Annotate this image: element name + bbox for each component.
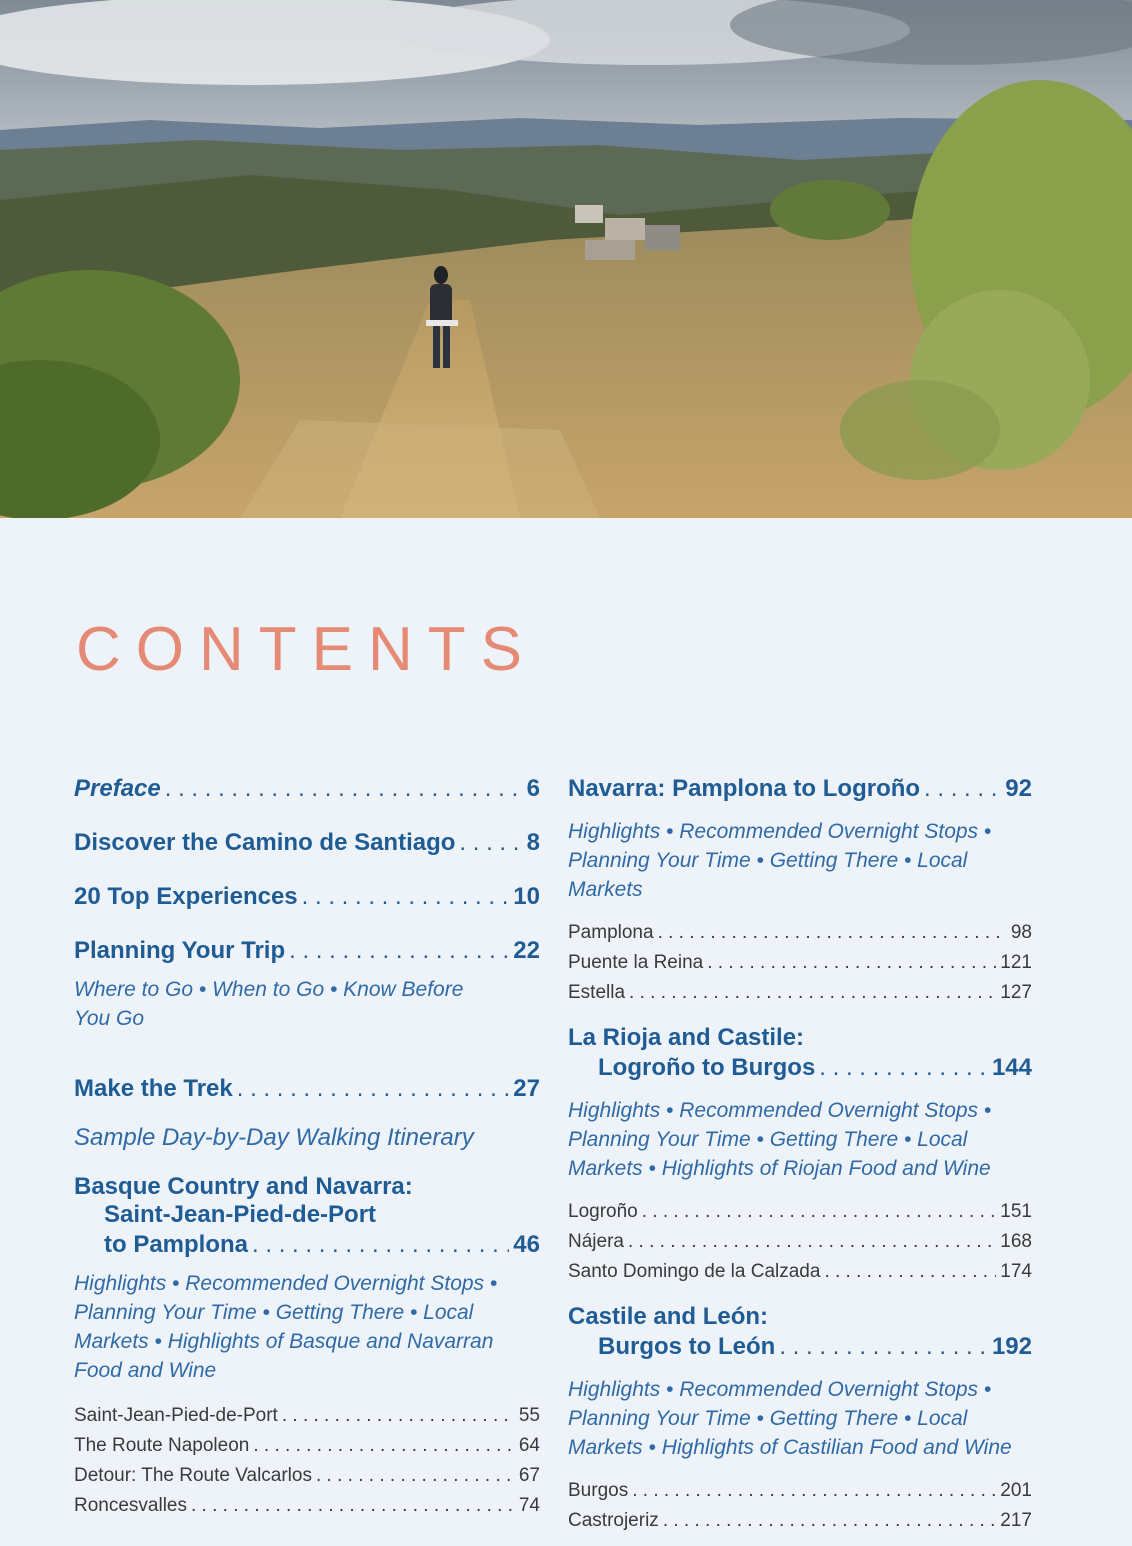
landscape-illustration (0, 0, 1132, 518)
dot-leader (663, 1506, 996, 1536)
dot-leader (302, 883, 510, 911)
chapter-title-line: to Pamplona (104, 1231, 249, 1258)
place-name: Logroño (568, 1201, 638, 1222)
dot-leader (252, 1231, 509, 1259)
place-name: Nájera (568, 1231, 624, 1252)
toc-place[interactable] (568, 918, 1032, 948)
place-page: 201 (1000, 1480, 1032, 1501)
dot-leader (191, 1491, 515, 1521)
toc-entry-label: Navarra: Pamplona to Logroño (568, 775, 921, 802)
toc-chapter-navarra[interactable] (568, 775, 1032, 803)
place-name: Saint-Jean-Pied-de-Port (74, 1405, 278, 1426)
place-name: Castrojeriz (568, 1510, 659, 1531)
chapter-title-line: Castile and León: (568, 1303, 769, 1330)
toc-chapter-leon[interactable] (568, 1303, 1032, 1361)
toc-left-column (74, 770, 540, 1521)
hero-photo (0, 0, 1132, 518)
toc-entry-page: 192 (991, 1333, 1032, 1360)
chapter-title-entry (74, 1231, 540, 1259)
toc-entry-page: 6 (526, 775, 540, 802)
dot-leader (316, 1461, 515, 1491)
place-name: Roncesvalles (74, 1495, 187, 1516)
place-page: 174 (1000, 1261, 1032, 1282)
toc-entry-page: 144 (991, 1054, 1032, 1081)
toc-subtopics: Highlights • Recommended Overnight Stops • Planning Your Time • Getting There • Local Markets • Highlights of Castilian Food and Wine (568, 1378, 1012, 1459)
dot-leader (165, 775, 523, 803)
dot-leader (289, 937, 509, 965)
toc-subtopics: Highlights • Recommended Overnight Stops • Planning Your Time • Getting There • Local Markets (568, 820, 992, 901)
toc-place[interactable] (568, 1227, 1032, 1257)
toc-right-column (568, 770, 1032, 1536)
chapter-title-line: Burgos to León (598, 1333, 776, 1360)
place-name: Detour: The Route Valcarlos (74, 1465, 312, 1486)
contents-heading: CONTENTS (76, 615, 537, 684)
toc-entry-page: 92 (1005, 775, 1032, 802)
toc-subtopics: Highlights • Recommended Overnight Stops • Planning Your Time • Getting There • Local Markets • Highlights of Riojan Food and Wine (568, 1099, 992, 1180)
toc-subtopics: Highlights • Recommended Overnight Stops • Planning Your Time • Getting There • Local Markets • Highlights of Basque and Navarran Food and Wine (74, 1272, 498, 1382)
place-page: 98 (1010, 922, 1032, 943)
dot-leader (282, 1401, 515, 1431)
toc-subtopic: Sample Day-by-Day Walking Itinerary (74, 1124, 474, 1151)
toc-place[interactable] (74, 1431, 540, 1461)
toc-entry-label: Planning Your Trip (74, 937, 286, 964)
place-page: 168 (1000, 1231, 1032, 1252)
place-page: 64 (518, 1435, 540, 1456)
place-name: Puente la Reina (568, 952, 704, 973)
toc-entry-label: Discover the Camino de Santiago (74, 829, 456, 856)
place-page: 121 (1000, 952, 1032, 973)
place-name: Burgos (568, 1480, 629, 1501)
dot-leader (779, 1333, 988, 1361)
dot-leader (924, 775, 1001, 803)
toc-entry-top-experiences[interactable] (74, 883, 540, 911)
place-name: Estella (568, 982, 626, 1003)
dot-leader (628, 1227, 996, 1257)
dot-leader (658, 918, 1007, 948)
toc-entry-discover[interactable] (74, 829, 540, 857)
toc-place[interactable] (74, 1461, 540, 1491)
chapter-title-line: Basque Country and Navarra: (74, 1173, 413, 1200)
place-name: Pamplona (568, 922, 654, 943)
toc-entry-make-the-trek[interactable] (74, 1075, 540, 1103)
dot-leader (824, 1257, 996, 1287)
dot-leader (629, 978, 996, 1008)
dot-leader (819, 1054, 988, 1082)
toc-entry-planning[interactable] (74, 937, 540, 965)
place-page: 127 (1000, 982, 1032, 1003)
toc-entry-page: 10 (513, 883, 540, 910)
toc-place[interactable] (74, 1491, 540, 1521)
place-name: The Route Napoleon (74, 1435, 250, 1456)
toc-entry-page: 27 (513, 1075, 540, 1102)
toc-place[interactable] (568, 1506, 1032, 1536)
place-name: Santo Domingo de la Calzada (568, 1261, 821, 1282)
place-page: 55 (518, 1405, 540, 1426)
toc-place[interactable] (568, 948, 1032, 978)
dot-leader (459, 829, 522, 857)
toc-place-list (568, 1476, 1032, 1536)
dot-leader (237, 1075, 510, 1103)
toc-place[interactable] (568, 1257, 1032, 1287)
dot-leader (632, 1476, 996, 1506)
toc-entry-preface[interactable] (74, 775, 540, 803)
toc-chapter-rioja[interactable] (568, 1024, 1032, 1082)
toc-place[interactable] (568, 1197, 1032, 1227)
toc-place-list (568, 918, 1032, 1008)
place-page: 217 (1000, 1510, 1032, 1531)
dot-leader (253, 1431, 515, 1461)
toc-place-list (74, 1401, 540, 1521)
chapter-title-line: Saint-Jean-Pied-de-Port (104, 1201, 377, 1228)
place-page: 151 (1000, 1201, 1032, 1222)
dot-leader (642, 1197, 997, 1227)
toc-place[interactable] (568, 978, 1032, 1008)
place-page: 74 (518, 1495, 540, 1516)
toc-entry-page: 46 (513, 1231, 540, 1258)
toc-place-list (568, 1197, 1032, 1287)
toc-place[interactable] (74, 1401, 540, 1431)
toc-chapter-basque[interactable] (74, 1173, 540, 1259)
toc-subtopics: Where to Go • When to Go • Know Before You Go (74, 978, 464, 1030)
toc-entry-label: Make the Trek (74, 1075, 233, 1102)
toc-entry-page: 8 (526, 829, 540, 856)
toc-place[interactable] (568, 1476, 1032, 1506)
chapter-title-line: La Rioja and Castile: (568, 1024, 805, 1051)
toc-entry-label: Preface (74, 775, 161, 802)
chapter-title-entry (568, 1054, 1032, 1082)
place-page: 67 (518, 1465, 540, 1486)
toc-entry-label: 20 Top Experiences (74, 883, 298, 910)
dot-leader (707, 948, 996, 978)
toc-entry-page: 22 (513, 937, 540, 964)
chapter-title-line: Logroño to Burgos (598, 1054, 816, 1081)
chapter-title-entry (568, 1333, 1032, 1361)
